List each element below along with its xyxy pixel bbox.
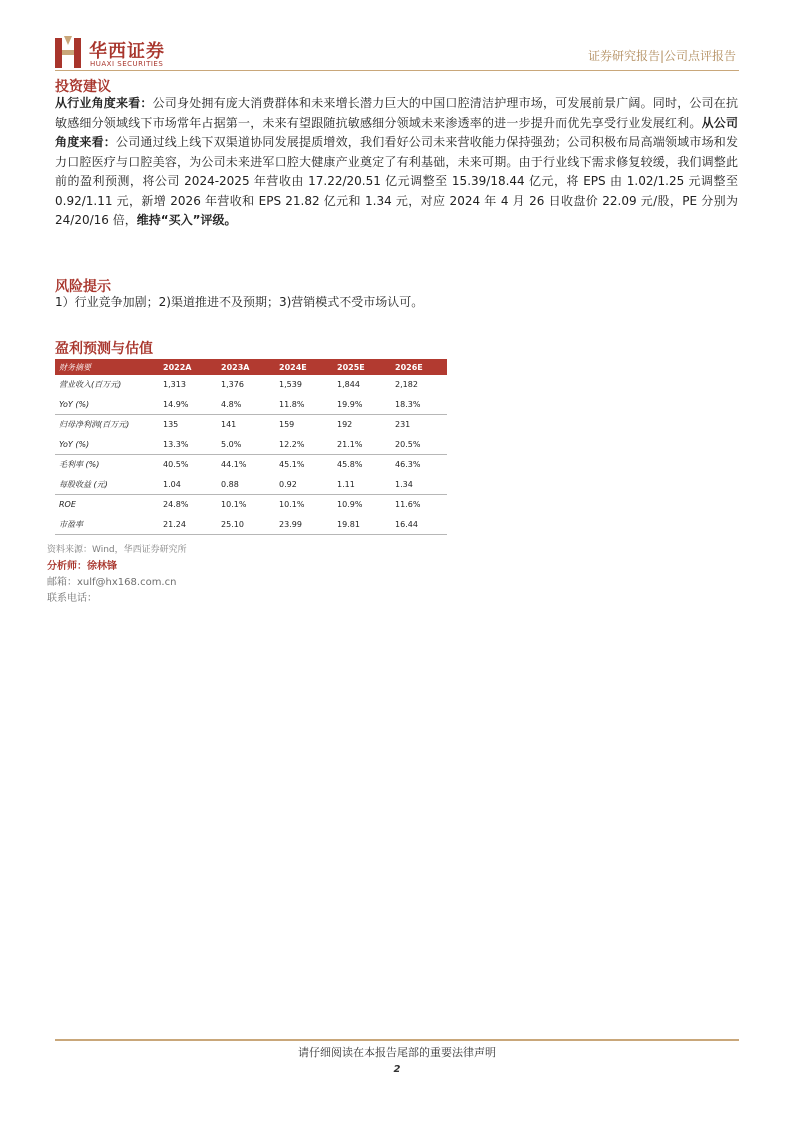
- table-cell: 14.9%: [163, 399, 189, 409]
- table-cell: 21.1%: [337, 439, 363, 449]
- risk-text: 1）行业竞争加剧；2)渠道推进不及预期；3)营销模式不受市场认可。: [55, 295, 424, 309]
- row-label: 毛利率 (%): [55, 455, 159, 475]
- table-cell: 20.5%: [395, 439, 421, 449]
- table-row: [55, 475, 447, 495]
- table-cell: 1.04: [163, 479, 181, 489]
- table-cell: 10.9%: [333, 495, 391, 515]
- table-cell: 46.3%: [391, 455, 447, 475]
- table-header-cell: 2023A: [217, 359, 275, 375]
- table-cell: 40.5%: [159, 455, 217, 475]
- table-cell: 23.99: [275, 515, 333, 535]
- header-divider: [55, 70, 739, 71]
- page-number: 2: [393, 1064, 401, 1075]
- table-header-cell: 2024E: [275, 359, 333, 375]
- analyst-email: 邮箱：xulf@hx168.com.cn: [47, 577, 177, 588]
- risk-title: 风险提示: [55, 279, 111, 295]
- table-row: [55, 515, 447, 535]
- row-label: 营业收入(百万元): [59, 380, 122, 390]
- table-cell: 19.9%: [337, 399, 363, 409]
- row-label: YoY (%): [59, 399, 90, 409]
- table-cell: 44.1%: [217, 455, 275, 475]
- table-cell: 1,539: [279, 380, 302, 390]
- investment-paragraph: [55, 94, 738, 231]
- table-header-cell: 2025E: [333, 359, 391, 375]
- company-logo: [55, 36, 215, 72]
- analyst-phone: 联系电话：: [47, 593, 97, 604]
- row-label: ROE: [55, 495, 159, 515]
- table-cell: 0.88: [221, 479, 239, 489]
- company-text: 公司通过线上线下双渠道协同发展提质增效，我们看好公司未来营收能力保持强劲；公司积极布局高端领域市场和发力口腔医疗与口腔美容，为公司未来进军口腔大健康产业奠定了有利基础，未来可期。由于行业线下需求修复较缓，我们调整此前的盈利预测，将公司 2024-2025 年营收由 17.22/20.51 亿元调整至 15.39/18.44 亿元，将 EPS 由 1.02/1.25 元调整至 0.92/1.11 元，新增 2026 年营收和 EPS 21.82 亿元和 1.34 元，对应 2024 年 4 月 26 日收盘价 22.09 元/股，PE 分别为 24/20/16 倍，: [55, 135, 738, 227]
- row-label: 市盈率: [55, 515, 159, 535]
- footer-divider: [55, 1039, 739, 1041]
- table-cell: 24.8%: [159, 495, 217, 515]
- data-source: 资料来源：Wind，华西证券研究所: [47, 545, 187, 555]
- table-cell: 1,844: [337, 380, 360, 390]
- table-cell: 18.3%: [395, 399, 421, 409]
- table-cell: 2,182: [395, 380, 418, 390]
- table-header-row: [55, 359, 447, 375]
- table-cell: 10.1%: [275, 495, 333, 515]
- table-cell: 192: [333, 415, 391, 435]
- row-label: 归母净利润(百万元): [55, 415, 159, 435]
- table-row: [55, 495, 447, 515]
- table-cell: 0.92: [279, 479, 297, 489]
- table-cell: 11.8%: [279, 399, 305, 409]
- forecast-title: 盈利预测与估值: [55, 341, 153, 357]
- table-cell: 21.24: [159, 515, 217, 535]
- logo-english-name: HUAXI SECURITIES: [90, 60, 164, 68]
- table-cell: 1,313: [163, 380, 186, 390]
- table-cell: 13.3%: [163, 439, 189, 449]
- financial-summary-table: [55, 359, 447, 535]
- table-cell: 45.8%: [333, 455, 391, 475]
- huaxi-logo-icon: [55, 36, 81, 70]
- industry-text: 公司身处拥有庞大消费群体和未来增长潜力巨大的中国口腔清洁护理市场，可发展前景广阔。同时，公司在抗敏感细分领域线下市场常年占据第一，未来有望跟随抗敏感细分领域未来渗透率的进一步提升而优先享受行业发展红利。: [55, 96, 738, 130]
- table-header-cell: 2022A: [159, 359, 217, 375]
- table-cell: 10.1%: [217, 495, 275, 515]
- table-cell: 19.81: [333, 515, 391, 535]
- industry-lead: 从行业角度来看：: [55, 96, 153, 110]
- table-header-cell: 财务摘要: [55, 359, 159, 375]
- table-cell: 1.11: [337, 479, 355, 489]
- legal-notice: 请仔细阅读在本报告尾部的重要法律声明: [298, 1046, 496, 1059]
- logo-chinese-name: 华西证券: [89, 41, 165, 62]
- table-cell: 141: [217, 415, 275, 435]
- report-type: 证券研究报告|公司点评报告: [587, 49, 736, 63]
- table-cell: 45.1%: [275, 455, 333, 475]
- table-cell: 12.2%: [279, 439, 305, 449]
- investment-title: 投资建议: [55, 79, 111, 95]
- table-row: [55, 435, 447, 455]
- analyst-name: 分析师：徐林锋: [47, 561, 117, 572]
- rating-text: 维持“买入”评级。: [136, 213, 237, 227]
- company-lead: 从公司角度来看：: [55, 115, 738, 149]
- table-cell: 231: [391, 415, 447, 435]
- table-header-cell: 2026E: [391, 359, 447, 375]
- table-cell: 135: [159, 415, 217, 435]
- table-cell: 5.0%: [221, 439, 242, 449]
- table-row: [55, 455, 447, 475]
- table-cell: 11.6%: [391, 495, 447, 515]
- table-cell: 1,376: [221, 380, 244, 390]
- row-label: 每股收益 (元): [59, 479, 108, 489]
- table-row: [55, 415, 447, 435]
- table-cell: 16.44: [391, 515, 447, 535]
- row-label: YoY (%): [59, 439, 90, 449]
- table-cell: 4.8%: [221, 399, 242, 409]
- table-cell: 159: [275, 415, 333, 435]
- table-row: [55, 395, 447, 415]
- table-cell: 25.10: [217, 515, 275, 535]
- table-cell: 1.34: [395, 479, 413, 489]
- table-row: [55, 375, 447, 395]
